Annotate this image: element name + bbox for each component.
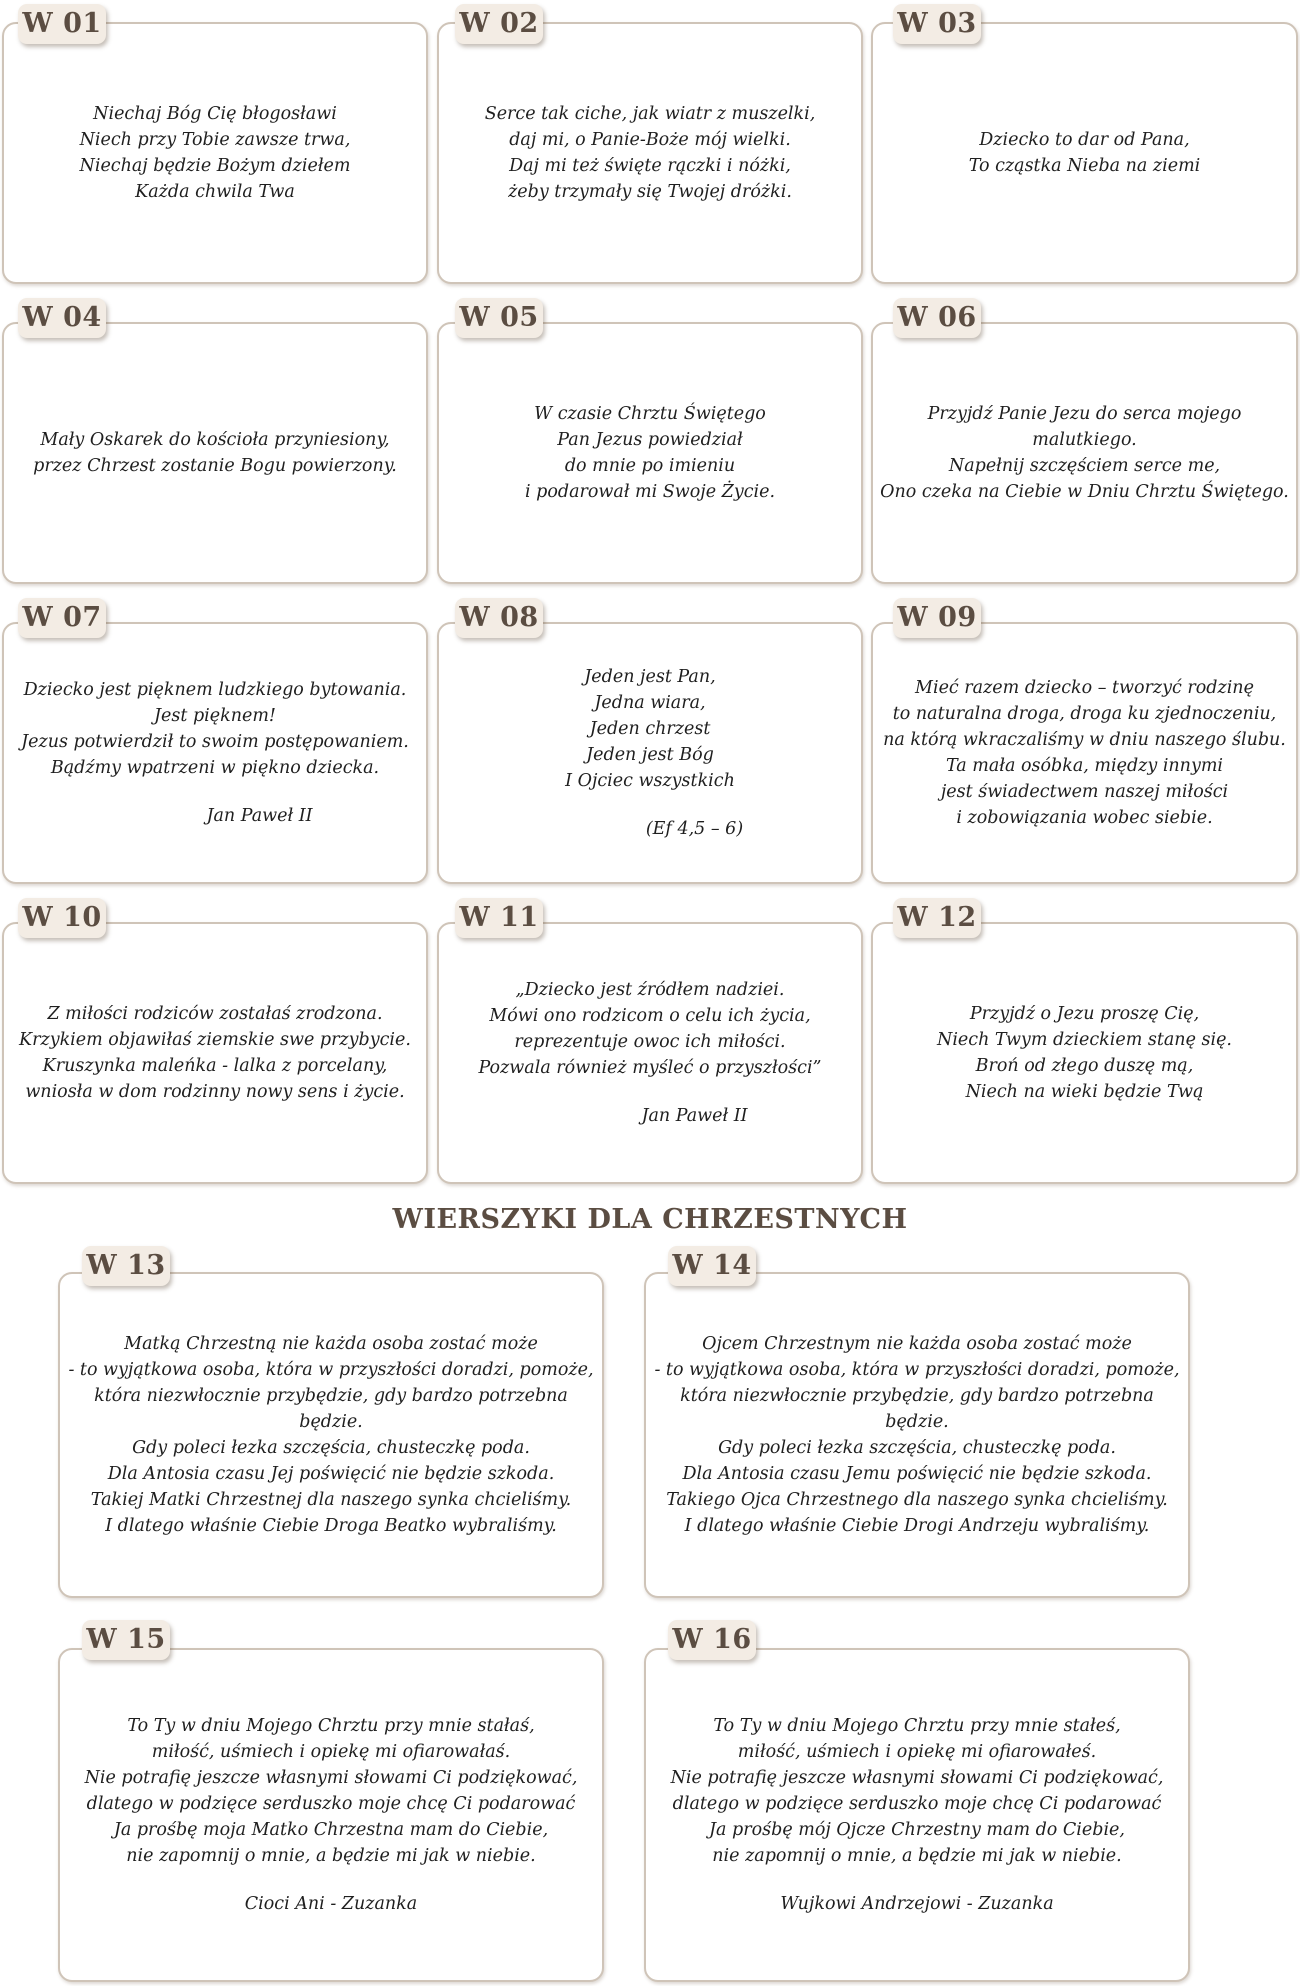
card-tag-w03: W 03 — [893, 4, 981, 44]
card-tag-w16: W 16 — [668, 1620, 756, 1660]
card-tag-w11: W 11 — [455, 898, 543, 938]
section-heading: WIERSZYKI DLA CHRZESTNYCH — [392, 1204, 908, 1235]
card-w05 — [437, 322, 863, 584]
card-w12 — [871, 922, 1298, 1184]
card-tag-w12: W 12 — [893, 898, 981, 938]
card-w01 — [2, 22, 428, 284]
card-text: Niechaj Bóg Cię błogosławi Niech przy Tobie zawsze trwa, Niechaj będzie Bożym dziełem Każda chwila Twa — [79, 104, 351, 202]
card-w11 — [437, 922, 863, 1184]
card-tag-w06: W 06 — [893, 298, 981, 338]
card-signature: Wujkowi Andrzejowi - Zuzanka — [780, 1894, 1054, 1914]
card-w03 — [871, 22, 1298, 284]
card-w02 — [437, 22, 863, 284]
card-tag-w13: W 13 — [82, 1246, 170, 1286]
card-tag-w09: W 09 — [893, 598, 981, 638]
card-tag-w07: W 07 — [18, 598, 106, 638]
card-w16 — [644, 1648, 1190, 1982]
card-text: Z miłości rodziców zostałaś zrodzona. Krzykiem objawiłaś ziemskie swe przybycie. Kruszynka maleńka - lalka z porcelany, wniosła w dom rodzinny nowy sens i życie. — [19, 1004, 411, 1102]
card-tag-w14: W 14 — [668, 1246, 756, 1286]
card-w09 — [871, 622, 1298, 884]
card-signature: Jan Paweł II — [117, 806, 313, 826]
card-text: To Ty w dniu Mojego Chrztu przy mnie stałaś, miłość, uśmiech i opiekę mi ofiarowałaś. Nie potrafię jeszcze własnymi słowami Ci podziękować, dlatego w podzięce serduszko moje chcę Ci podarować Ja prośbę moja Matko Chrzestna mam do Ciebie, nie zapomnij o mnie, a będzie mi jak w niebie. Cioci Ani - Zuzanka — [60, 1668, 602, 1962]
card-text: „Dziecko jest źródłem nadziei. Mówi ono rodzicom o celu ich życia, reprezentuje owoc ich miłości. Pozwala również myśleć o przyszłości” Jan Paweł II — [439, 942, 861, 1164]
card-text: Serce tak ciche, jak wiatr z muszelki, daj mi, o Panie-Boże mój wielki. Daj mi też święte rączki i nóżki, żeby trzymały się Twojej dróżki. — [484, 104, 816, 202]
card-tag-w05: W 05 — [455, 298, 543, 338]
card-w07 — [2, 622, 428, 884]
card-text: Matką Chrzestną nie każda osoba zostać może - to wyjątkowa osoba, która w przyszłości doradzi, pomoże, która niezwłocznie przybędzie, gdy bardzo potrzebna będzie. Gdy poleci łezka szczęścia, chusteczkę poda. Dla Antosia czasu Jej poświęcić nie będzie szkoda. Takiej Matki Chrzestnej dla naszego synka chcieliśmy. I dlatego właśnie Ciebie Droga Beatko wybraliśmy. — [68, 1334, 594, 1536]
card-w08 — [437, 622, 863, 884]
card-text: Dziecko jest pięknem ludzkiego bytowania. Jest pięknem! Jezus potwierdził to swoim postępowaniem. Bądźmy wpatrzeni w piękno dziecka. Jan Paweł II — [4, 642, 426, 864]
card-text: W czasie Chrztu Świętego Pan Jezus powiedział do mnie po imieniu i podarował mi Swoje Życie. — [524, 404, 776, 502]
card-tag-w04: W 04 — [18, 298, 106, 338]
card-w15 — [58, 1648, 604, 1982]
card-text: To Ty w dniu Mojego Chrztu przy mnie stałeś, miłość, uśmiech i opiekę mi ofiarowałeś. Nie potrafię jeszcze własnymi słowami Ci podziękować, dlatego w podzięce serduszko moje chcę Ci podarować Ja prośbę mój Ojcze Chrzestny mam do Ciebie, nie zapomnij o mnie, a będzie mi jak w niebie. Wujkowi Andrzejowi - Zuzanka — [646, 1668, 1188, 1962]
card-text: Przyjdź o Jezu proszę Cię, Niech Twym dzieckiem stanę się. Broń od złego duszę mą, Niech na wieki będzie Twą — [937, 1004, 1232, 1102]
card-text: Przyjdź Panie Jezu do serca mojego malutkiego. Napełnij szczęściem serce me, Ono czeka na Ciebie w Dniu Chrztu Świętego. — [880, 404, 1289, 502]
card-tag-w10: W 10 — [18, 898, 106, 938]
card-w06 — [871, 322, 1298, 584]
card-signature: (Ef 4,5 – 6) — [556, 819, 744, 839]
card-signature: Jan Paweł II — [552, 1106, 748, 1126]
card-w04 — [2, 322, 428, 584]
card-text: Jeden jest Pan, Jedna wiara, Jeden chrzest Jeden jest Bóg I Ojciec wszystkich (Ef 4,5 – 6) — [439, 642, 861, 864]
card-text: Mały Oskarek do kościoła przyniesiony, przez Chrzest zostanie Bogu powierzony. — [33, 430, 397, 476]
card-w13 — [58, 1272, 604, 1598]
card-w14 — [644, 1272, 1190, 1598]
card-tag-w15: W 15 — [82, 1620, 170, 1660]
card-tag-w01: W 01 — [18, 4, 106, 44]
card-tag-w08: W 08 — [455, 598, 543, 638]
card-text: Ojcem Chrzestnym nie każda osoba zostać może - to wyjątkowa osoba, która w przyszłości doradzi, pomoże, która niezwłocznie przybędzie, gdy bardzo potrzebna będzie. Gdy poleci łezka szczęścia, chusteczkę poda. Dla Antosia czasu Jemu poświęcić nie będzie szkoda. Takiego Ojca Chrzestnego dla naszego synka chcieliśmy. I dlatego właśnie Ciebie Drogi Andrzeju wybraliśmy. — [654, 1334, 1180, 1536]
card-text: Mieć razem dziecko – tworzyć rodzinę to naturalna droga, droga ku zjednoczeniu, na którą wkraczaliśmy w dniu naszego ślubu. Ta mała osóbka, między innymi jest świadectwem naszej miłości i zobowiązania wobec siebie. — [883, 678, 1286, 828]
card-w10 — [2, 922, 428, 1184]
card-tag-w02: W 02 — [455, 4, 543, 44]
card-signature: Cioci Ani - Zuzanka — [244, 1894, 418, 1914]
card-text: Dziecko to dar od Pana, To cząstka Nieba na ziemi — [968, 130, 1201, 176]
